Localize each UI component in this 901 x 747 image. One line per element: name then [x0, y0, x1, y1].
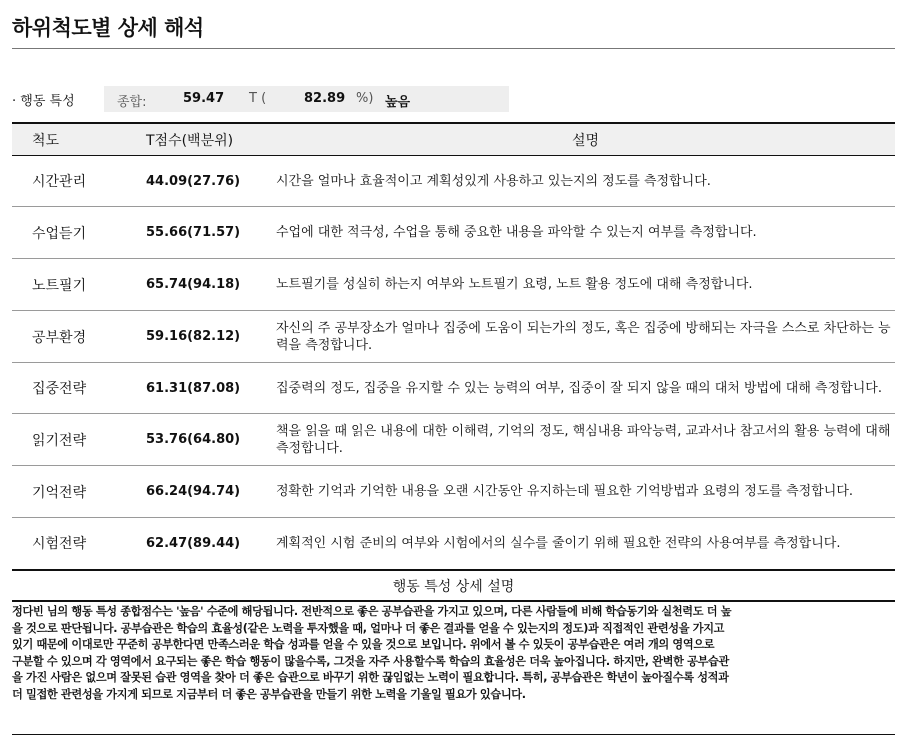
- percent-close: %): [356, 91, 374, 106]
- scale-score: 55.66(71.57): [146, 207, 276, 259]
- scale-name: 기억전략: [12, 466, 146, 518]
- detail-line: 을 것으로 판단됩니다. 공부습관은 학습의 효율성(같은 노력을 투자했을 때, 얼마나 더 좋은 결과를 얻을 수 있는지의 정도)과 직접적인 관련성을 가지고: [12, 621, 725, 635]
- total-label: 종합:: [117, 95, 147, 110]
- table-row: [12, 207, 895, 259]
- header-description: 설명: [276, 123, 895, 156]
- scale-score: 59.16(82.12): [146, 311, 276, 363]
- table-row: [12, 311, 895, 363]
- detail-line: 구분할 수 있으며 각 영역에서 요구되는 좋은 학습 행동이 많을수록, 그것을 자주 사용할수록 학습의 효율성은 더욱 높아집니다. 하지만, 완벽한 공부습관: [12, 654, 729, 668]
- header-scale: 척도: [12, 123, 146, 156]
- scale-score: 66.24(94.74): [146, 466, 276, 518]
- table-row: [12, 156, 895, 207]
- scale-score: 44.09(27.76): [146, 156, 276, 207]
- detail-line: 더 밀접한 관련성을 가지게 되므로 지금부터 더 좋은 공부습관을 만들기 위한 노력을 기울일 필요가 있습니다.: [12, 687, 526, 701]
- table-row: [12, 363, 895, 414]
- scale-name: 공부환경: [12, 311, 146, 363]
- scales-table: [12, 122, 895, 571]
- scale-name: 시험전략: [12, 518, 146, 570]
- scale-name: 노트필기: [12, 259, 146, 311]
- detail-line: 을 가진 사람은 없으며 잘못된 습관 영역을 찾아 더 좋은 습관으로 바꾸기 위한 끊임없는 노력이 필요합니다. 특히, 공부습관은 학년이 높아질수록 성적과: [12, 671, 729, 685]
- detail-title: 행동 특성 상세 설명: [392, 579, 515, 595]
- header-score: T점수(백분위): [146, 123, 276, 156]
- table-row: [12, 518, 895, 570]
- percentile-value: 82.89: [304, 91, 346, 106]
- scale-score: 61.31(87.08): [146, 363, 276, 414]
- scale-description: 정확한 기억과 기억한 내용을 오랜 시간동안 유지하는데 필요한 기억방법과 요령의 정도를 측정합니다.: [276, 466, 895, 518]
- scale-description: 노트필기를 성실히 하는지 여부와 노트필기 요령, 노트 활용 정도에 대해 측정합니다.: [276, 259, 895, 311]
- scale-score: 65.74(94.18): [146, 259, 276, 311]
- table-row: [12, 259, 895, 311]
- level-value: 높음: [385, 95, 411, 110]
- title-divider: [12, 48, 895, 49]
- scale-name: 읽기전략: [12, 414, 146, 466]
- scale-description: 시간을 얼마나 효율적이고 계획성있게 사용하고 있는지의 정도를 측정합니다.: [276, 156, 895, 207]
- detail-line: 있기 때문에 이대로만 꾸준히 공부한다면 만족스러운 학습 성과를 얻을 수 있을 것으로 보입니다. 위에서 볼 수 있듯이 공부습관은 여러 개의 영역으로: [12, 638, 715, 652]
- detail-paragraph: [12, 604, 898, 704]
- table-header-row: [12, 123, 895, 156]
- scale-description: 책을 읽을 때 읽은 내용에 대한 이해력, 기억의 정도, 핵심내용 파악능력, 교과서나 참고서의 활용 능력에 대해 측정합니다.: [276, 414, 895, 466]
- scale-name: 시간관리: [12, 156, 146, 207]
- scale-description: 자신의 주 공부장소가 얼마나 집중에 도움이 되는가의 정도, 혹은 집중에 방해되는 자극을 스스로 차단하는 능력을 측정합니다.: [276, 311, 895, 363]
- scale-description: 계획적인 시험 준비의 여부와 시험에서의 실수를 줄이기 위해 필요한 전략의 사용여부를 측정합니다.: [276, 518, 895, 570]
- summary-lead: · 행동 특성: [12, 94, 75, 109]
- t-label: T (: [249, 91, 267, 106]
- table-row: [12, 414, 895, 466]
- bottom-divider: [12, 734, 895, 735]
- scale-name: 수업듣기: [12, 207, 146, 259]
- scale-description: 수업에 대한 적극성, 수업을 통해 중요한 내용을 파악할 수 있는지 여부를 측정합니다.: [276, 207, 895, 259]
- scale-score: 53.76(64.80): [146, 414, 276, 466]
- summary-bar: [12, 86, 509, 112]
- summary-box: [104, 86, 509, 112]
- total-value: 59.47: [183, 91, 225, 106]
- detail-divider: [12, 600, 895, 602]
- page-title: 하위척도별 상세 해석: [12, 16, 204, 40]
- table-row: [12, 466, 895, 518]
- scale-score: 62.47(89.44): [146, 518, 276, 570]
- detail-line: 정다빈 님의 행동 특성 종합점수는 '높음' 수준에 해당됩니다. 전반적으로 좋은 공부습관을 가지고 있으며, 다른 사람들에 비해 학습동기와 실천력도 더 높: [12, 605, 732, 618]
- scale-name: 집중전략: [12, 363, 146, 414]
- scale-description: 집중력의 정도, 집중을 유지할 수 있는 능력의 여부, 집중이 잘 되지 않을 때의 대처 방법에 대해 측정합니다.: [276, 363, 895, 414]
